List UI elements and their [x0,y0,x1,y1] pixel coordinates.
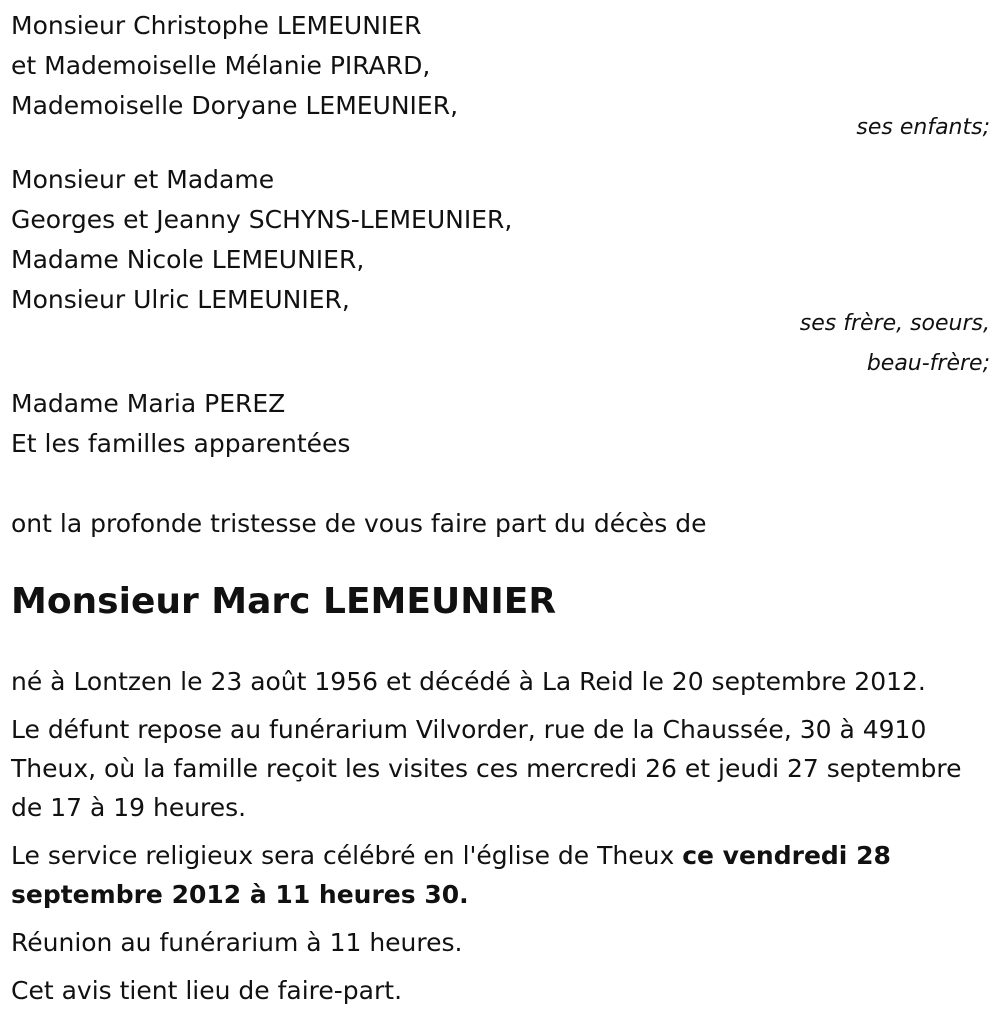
announcement-text: ont la profonde tristesse de vous faire part du décès de [11,509,707,538]
visitation-text: Le défunt repose au funérarium Vilvorder, rue de la Chaussée, 30 à 4910 Theux, où la famille reçoit les visites ces mercredi 26 et jeudi 27 septembre de 17 à 19 heures. [11,715,962,822]
siblings-group [11,160,990,384]
family-line: Monsieur et Madame [11,165,275,194]
service-date: ce vendredi 28 septembre 2012 à 11 heures 30. [11,841,891,909]
meeting-text: Réunion au funérarium à 11 heures. [11,928,463,957]
family-line: et Mademoiselle Mélanie PIRARD, [11,51,431,80]
siblings-role-2: beau-frère; [866,351,990,376]
family-line: Madame Nicole LEMEUNIER, [11,245,365,274]
family-line: Mademoiselle Doryane LEMEUNIER, [11,91,459,120]
deceased-name: Monsieur Marc LEMEUNIER [11,581,557,622]
children-role: ses enfants; [856,115,990,140]
children-group [11,6,990,148]
notice-text: Cet avis tient lieu de faire-part. [11,976,403,1005]
family-line: Madame Maria PEREZ [11,389,286,418]
family-line: Monsieur Ulric LEMEUNIER, [11,285,350,314]
family-line: Et les familles apparentées [11,429,351,458]
family-line: Monsieur Christophe LEMEUNIER [11,11,422,40]
others-group [11,384,990,464]
siblings-role: ses frère, soeurs, [799,311,990,336]
family-line: Georges et Jeanny SCHYNS-LEMEUNIER, [11,205,513,234]
service-intro: Le service religieux sera célébré en l'église de Theux [11,841,683,870]
service-text [11,836,990,914]
birth-death-text: né à Lontzen le 23 août 1956 et décédé à La Reid le 20 septembre 2012. [11,667,926,696]
